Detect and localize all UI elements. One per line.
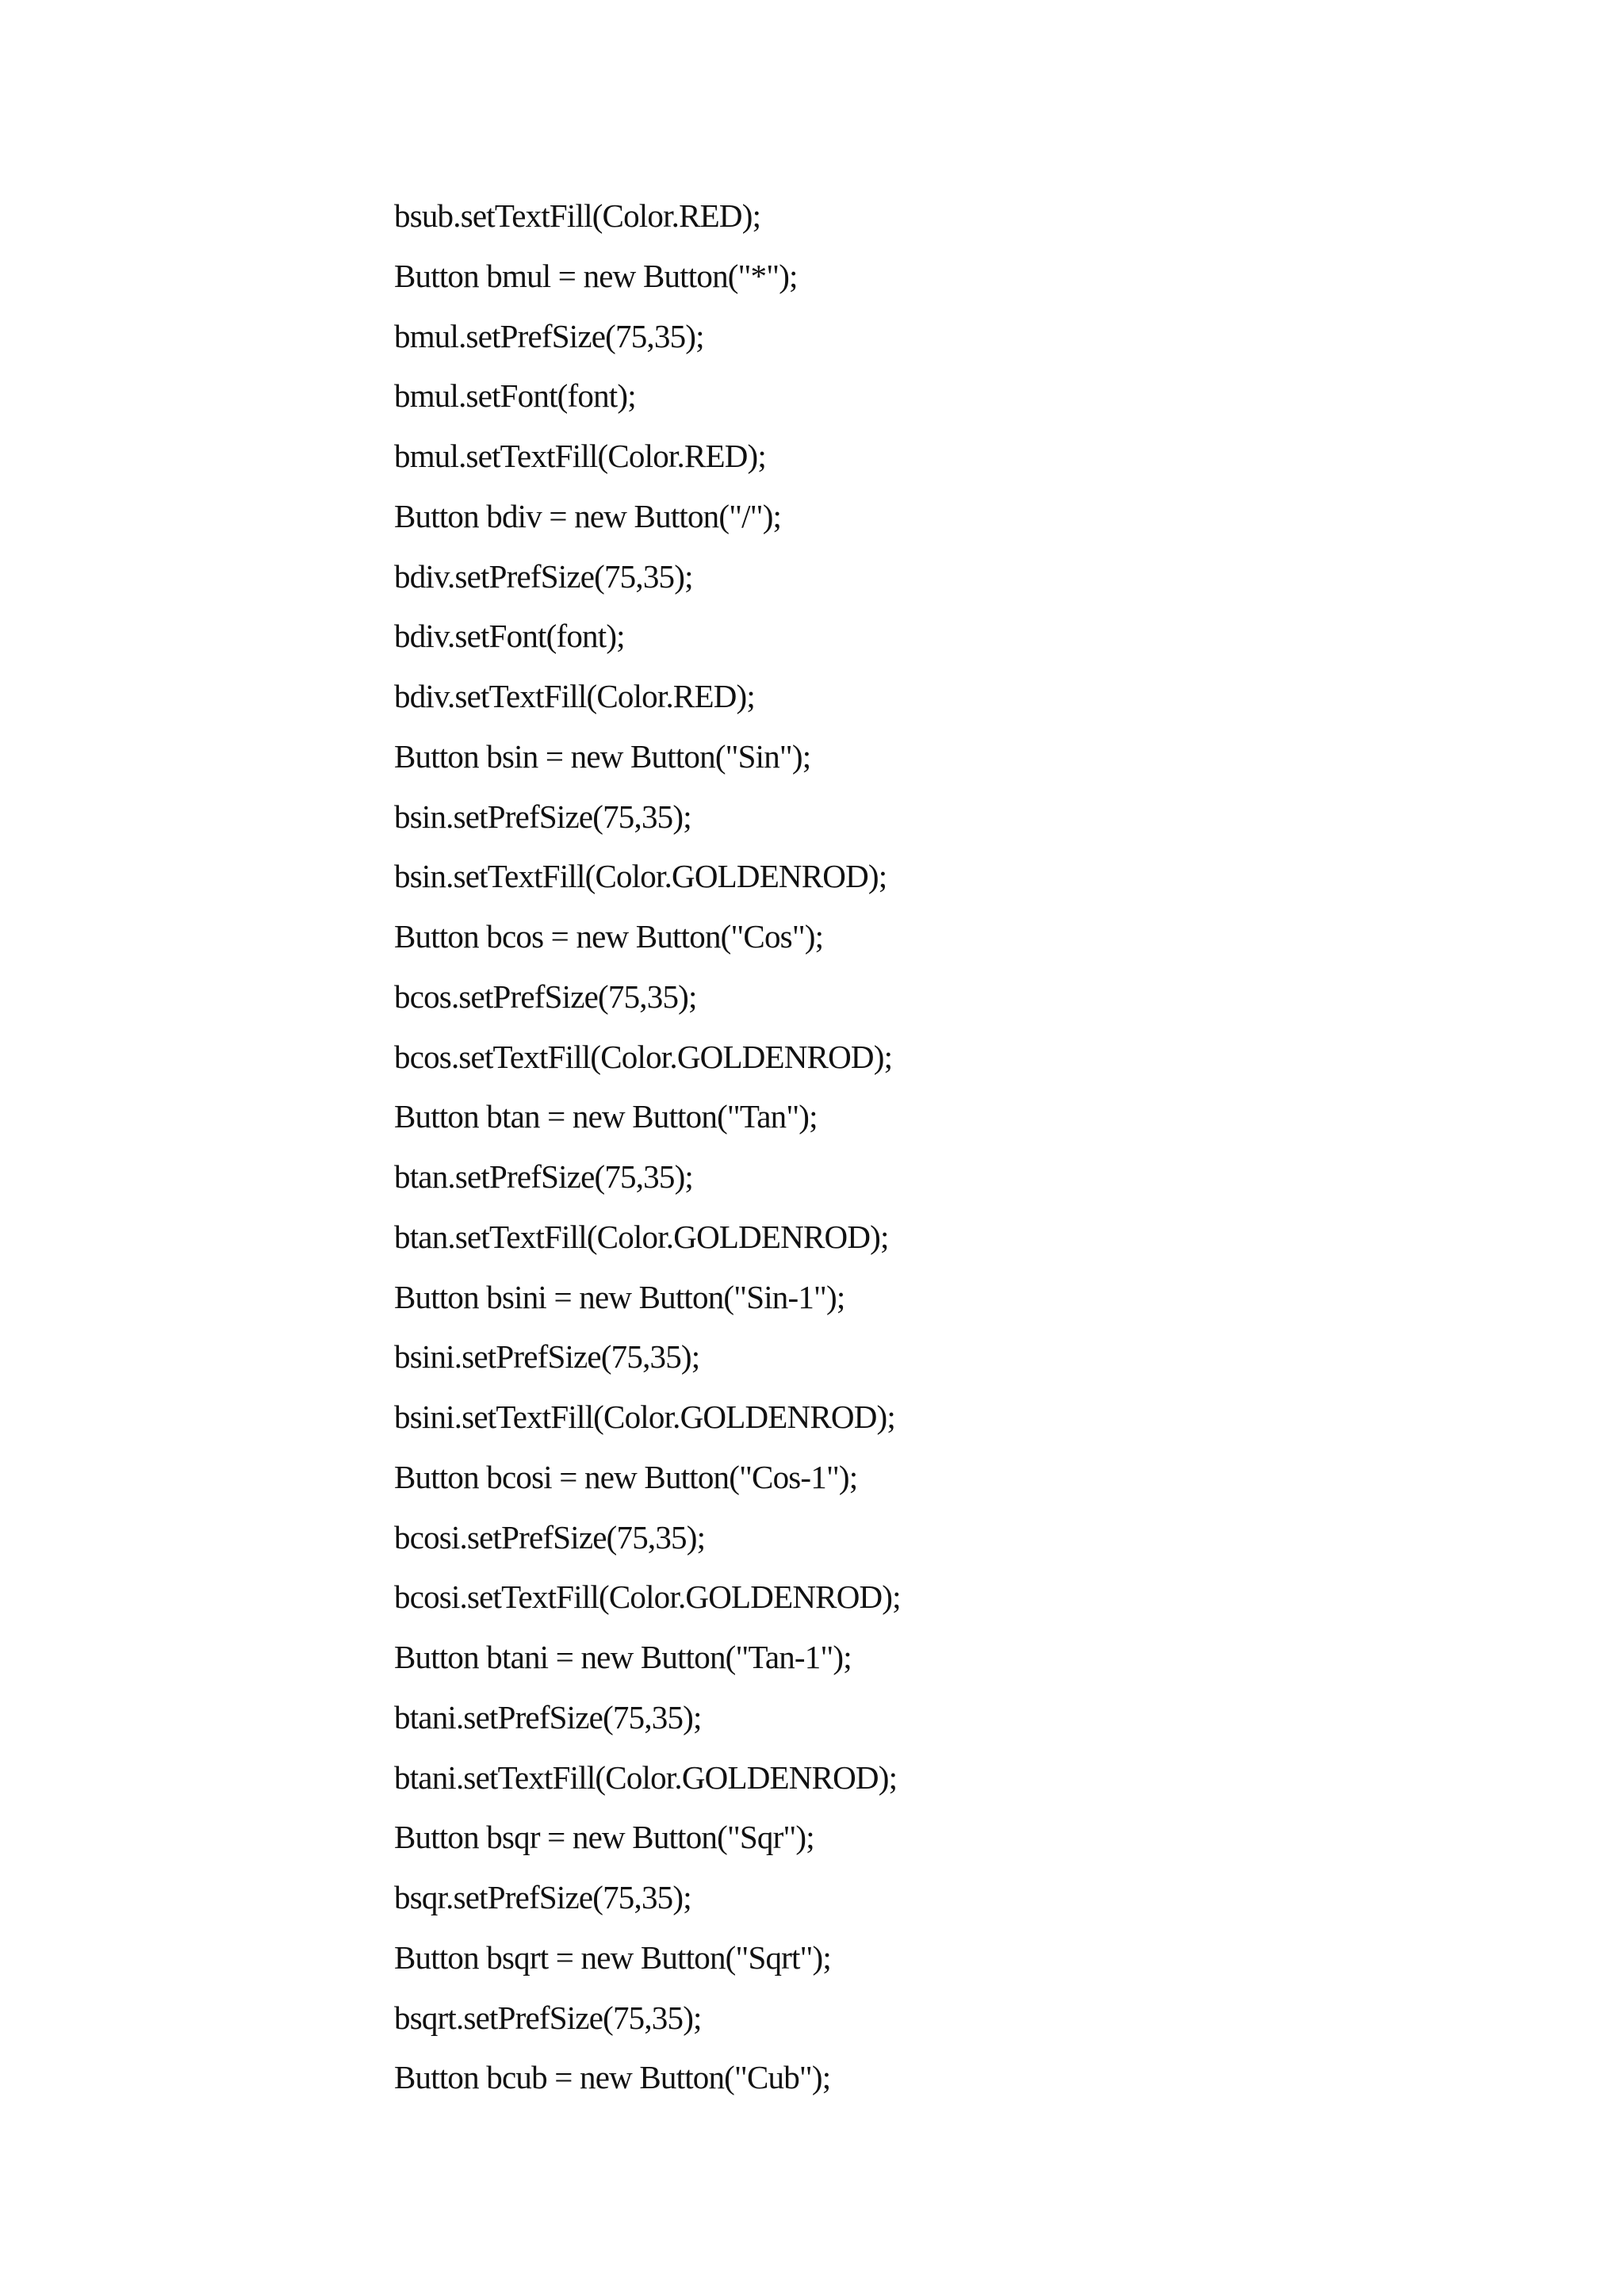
code-line: Button bsqr = new Button("Sqr"); [394,1819,814,1856]
code-line: Button bcub = new Button("Cub"); [394,2059,831,2096]
code-line: Button bcosi = new Button("Cos-1"); [394,1458,858,1495]
code-line: bsini.setTextFill(Color.GOLDENROD); [394,1399,895,1435]
code-line: bmul.setFont(font); [394,377,636,415]
code-line: bsini.setPrefSize(75,35); [394,1338,700,1376]
code-line: Button bcos = new Button("Cos"); [394,918,824,955]
code-line: bcosi.setPrefSize(75,35); [394,1518,706,1556]
code-line: bsin.setTextFill(Color.GOLDENROD); [394,858,887,895]
code-line: btan.setPrefSize(75,35); [394,1158,694,1195]
code-line: bmul.setPrefSize(75,35); [394,317,704,354]
code-line: bdiv.setFont(font); [394,618,625,655]
code-line: Button bdiv = new Button("/"); [394,497,782,534]
code-line: bcos.setPrefSize(75,35); [394,978,697,1015]
code-line: bsin.setPrefSize(75,35); [394,798,691,835]
code-line: btani.setPrefSize(75,35); [394,1698,702,1735]
code-line: bmul.setTextFill(Color.RED); [394,438,766,474]
code-line: bsub.setTextFill(Color.RED); [394,197,761,234]
code-line: Button btani = new Button("Tan-1"); [394,1639,852,1675]
code-line: bsqrt.setPrefSize(75,35); [394,1999,702,2036]
code-line: btan.setTextFill(Color.GOLDENROD); [394,1218,889,1255]
code-line: bdiv.setPrefSize(75,35); [394,557,693,595]
code-line: Button bsini = new Button("Sin-1"); [394,1278,845,1315]
code-line: Button btan = new Button("Tan"); [394,1098,818,1135]
code-block [394,193,901,2115]
code-line: bsqr.setPrefSize(75,35); [394,1879,691,1915]
code-line: bcosi.setTextFill(Color.GOLDENROD); [394,1578,901,1616]
code-line: Button bsqrt = new Button("Sqrt"); [394,1938,832,1976]
code-line: btani.setTextFill(Color.GOLDENROD); [394,1758,898,1796]
code-line: Button bmul = new Button("*"); [394,257,798,294]
code-line: bdiv.setTextFill(Color.RED); [394,678,755,714]
code-line: Button bsin = new Button("Sin"); [394,737,811,775]
code-line: bcos.setTextFill(Color.GOLDENROD); [394,1038,893,1075]
